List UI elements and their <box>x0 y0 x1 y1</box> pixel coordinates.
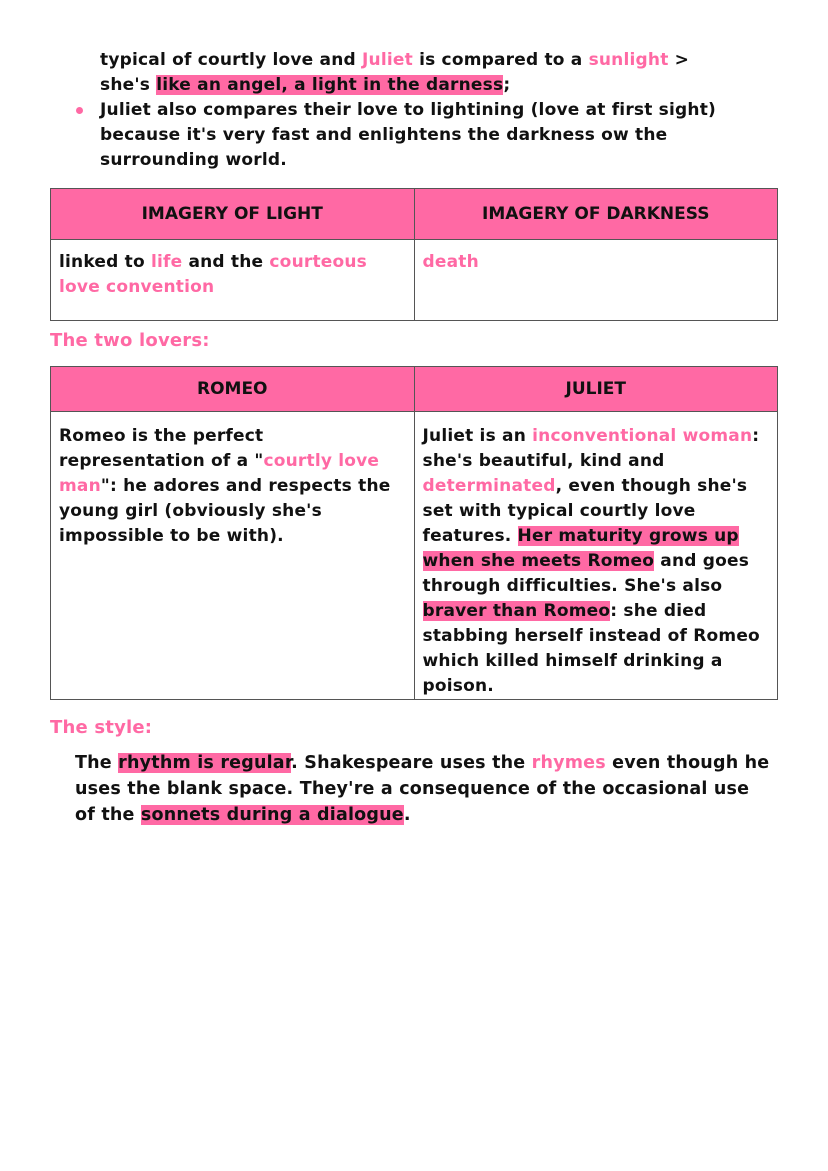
text: even though he uses the blank space. They're a consequence of the occasional use of the <box>75 753 770 825</box>
text: and the <box>182 252 270 272</box>
text: Romeo is the perfect representation of a " <box>59 426 264 471</box>
text: ; <box>503 75 511 95</box>
highlight-rhythm: rhythm is regular <box>118 753 292 773</box>
style-paragraph <box>75 750 775 828</box>
cell-romeo <box>51 412 415 700</box>
text: typical of courtly love and <box>100 50 362 70</box>
header-juliet: JULIET <box>414 367 778 412</box>
header-light: IMAGERY OF LIGHT <box>51 189 415 240</box>
intro-line <box>100 48 790 98</box>
cell-juliet <box>414 412 778 700</box>
text: : she's beautiful, kind and <box>422 426 760 471</box>
lovers-title: The two lovers: <box>50 330 210 351</box>
bullet-text: Juliet also compares their love to lightining (love at first sight) because it's very fast and enlightens the darkness ow the surrounding world. <box>100 100 716 170</box>
keyword-courteous: courteous love convention <box>59 252 368 297</box>
text: , even though she's set with typical courtly love features. <box>422 476 748 546</box>
highlight-braver: braver than Romeo <box>422 601 611 621</box>
lovers-table <box>50 366 778 700</box>
text: Juliet is an <box>422 426 533 446</box>
text: > <box>668 50 690 70</box>
intro-text <box>100 48 790 173</box>
bullet-icon <box>76 107 83 114</box>
text: linked to <box>59 252 151 272</box>
text: ": he adores and respects the young girl (obviously she's impossible to be with). <box>59 476 391 546</box>
text: : she died stabbing herself instead of Romeo which killed himself drinking a poison. <box>422 601 760 696</box>
keyword-juliet: Juliet <box>362 50 413 70</box>
style-title: The style: <box>50 717 153 738</box>
highlight-sonnets: sonnets during a dialogue <box>140 805 404 825</box>
cell-darkness <box>414 240 778 321</box>
imagery-table <box>50 188 778 321</box>
keyword-rhymes: rhymes <box>531 753 606 773</box>
keyword-inconventional: inconventional woman <box>532 426 753 446</box>
header-darkness: IMAGERY OF DARKNESS <box>414 189 778 240</box>
keyword-determinated: determinated <box>422 476 556 496</box>
highlight-maturity: Her maturity grows up when she meets Romeo <box>422 526 739 571</box>
text: she's <box>100 75 157 95</box>
keyword-sunlight: sunlight <box>588 50 669 70</box>
text: . Shakespeare uses the <box>291 753 532 773</box>
text: and goes through difficulties. She's also <box>422 551 750 596</box>
header-romeo: ROMEO <box>51 367 415 412</box>
text: is compared to a <box>412 50 589 70</box>
keyword-death: death <box>422 252 479 272</box>
cell-light <box>51 240 415 321</box>
text: . <box>403 805 411 825</box>
keyword-courtly: courtly love man <box>59 451 380 496</box>
text: The <box>75 753 119 773</box>
keyword-life: life <box>150 252 183 272</box>
bullet-item <box>100 98 790 173</box>
highlight-angel: like an angel, a light in the darness <box>156 75 504 95</box>
